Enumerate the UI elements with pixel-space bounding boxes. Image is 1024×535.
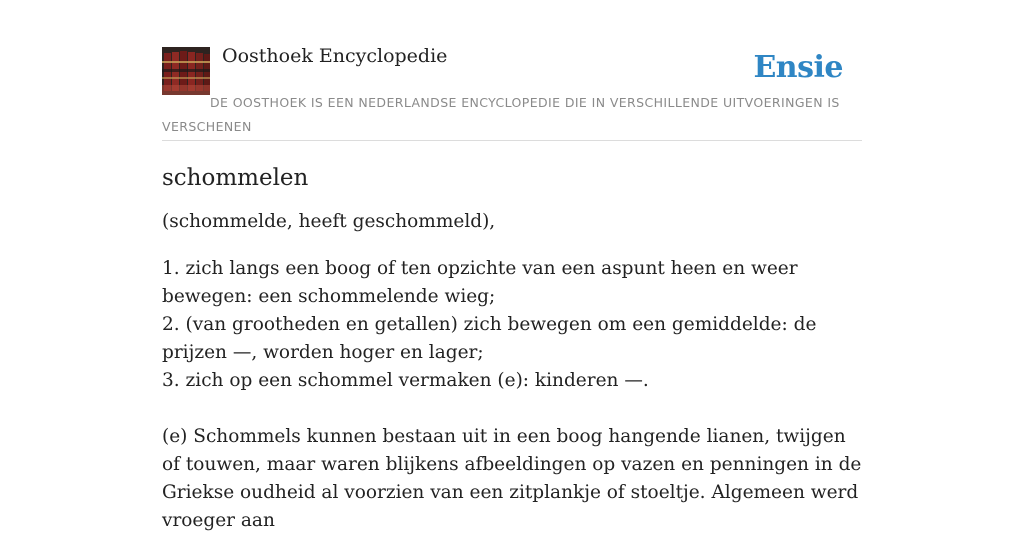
definition-item: 1. zich langs een boog of ten opzichte van een aspunt heen en weer bewegen: een schommelende wieg;	[162, 258, 798, 307]
entry-definitions	[162, 255, 867, 535]
site-avatar[interactable]	[162, 47, 210, 95]
definition-item: 2. (van grootheden en getallen) zich bewegen om een gemiddelde: de prijzen —, worden hoger en lager;	[162, 314, 817, 363]
entry-inflections: (schommelde, heeft geschommeld),	[162, 211, 496, 232]
entry-title: schommelen	[162, 165, 309, 191]
site-title[interactable]: Oosthoek Encyclopedie	[222, 45, 448, 67]
entry-note: (e) Schommels kunnen bestaan uit in een boog hangende lianen, twijgen of touwen, maar waren blijkens afbeeldingen op vazen en penningen in de Griekse oudheid al voorzien van een zitplankje of stoeltje. Algemeen werd vroeger aan	[162, 426, 862, 531]
brand-logo[interactable]: Ensie	[753, 50, 843, 85]
definition-item: 3. zich op een schommel vermaken (e): kinderen —.	[162, 370, 649, 391]
site-tagline: DE OOSTHOEK IS EEN NEDERLANDSE ENCYCLOPEDIE DIE IN VERSCHILLENDE UITVOERINGEN IS VERSCHENEN	[162, 95, 840, 134]
paragraph-spacer	[162, 395, 867, 423]
entry-content	[162, 158, 867, 535]
site-header	[162, 0, 862, 141]
encyclopedia-books-icon	[162, 47, 210, 95]
